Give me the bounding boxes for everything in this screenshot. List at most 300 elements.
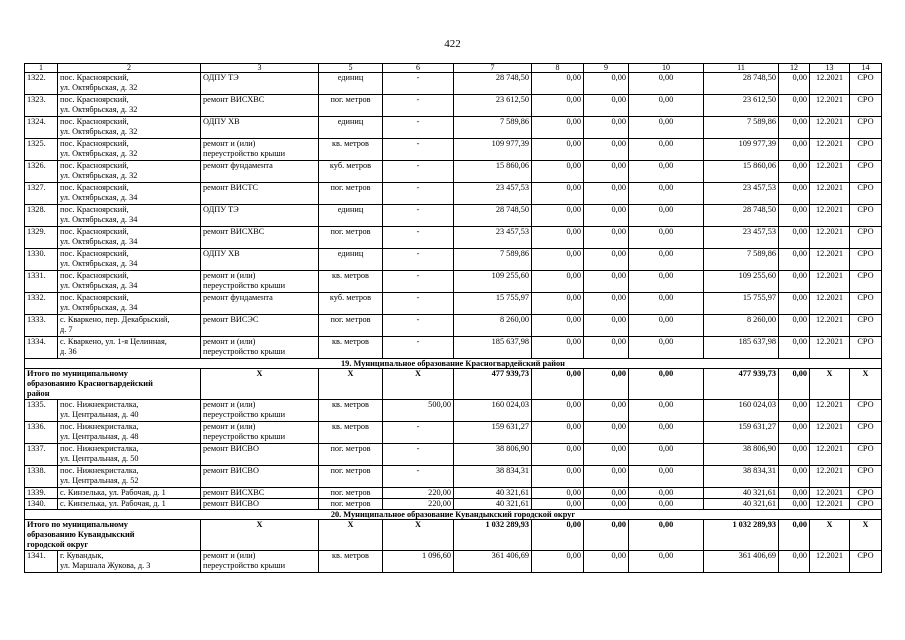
- row-number: 1330.: [25, 249, 58, 271]
- table-cell: 0,00: [629, 161, 704, 183]
- table-row: [25, 117, 882, 139]
- table-cell: ОДПУ ХВ: [201, 117, 319, 139]
- table-row: [25, 466, 882, 488]
- table-row: [25, 249, 882, 271]
- table-cell: -: [383, 95, 454, 117]
- table-cell: 0,00: [584, 249, 629, 271]
- subtotal-cell: 0,00: [629, 520, 704, 551]
- table-cell: 28 748,50: [704, 73, 779, 95]
- column-number-cell: 7: [454, 64, 532, 73]
- column-number-cell: 5: [319, 64, 383, 73]
- table-row: [25, 139, 882, 161]
- table-cell: пог. метров: [319, 227, 383, 249]
- subtotal-cell: 0,00: [779, 369, 810, 400]
- row-number: 1338.: [25, 466, 58, 488]
- table-cell: кв. метров: [319, 271, 383, 293]
- table-cell: 38 834,31: [704, 466, 779, 488]
- table-cell: 0,00: [584, 293, 629, 315]
- table-cell: 0,00: [532, 337, 584, 359]
- table-cell: ремонт ВИСХВС: [201, 95, 319, 117]
- table-cell: -: [383, 315, 454, 337]
- table-cell: ремонт ВИСВО: [201, 466, 319, 488]
- row-number: 1326.: [25, 161, 58, 183]
- subtotal-cell: 0,00: [532, 369, 584, 400]
- subtotal-label: Итого по муниципальному образованию Красногвардейский район: [25, 369, 201, 400]
- table-row: [25, 400, 882, 422]
- subtotal-cell: 477 939,73: [704, 369, 779, 400]
- table-cell: 0,00: [779, 183, 810, 205]
- table-cell: 0,00: [532, 249, 584, 271]
- column-number-cell: 3: [201, 64, 319, 73]
- table-cell: куб. метров: [319, 293, 383, 315]
- row-number: 1341.: [25, 551, 58, 573]
- subtotal-row: [25, 369, 882, 400]
- table-cell: 0,00: [779, 337, 810, 359]
- table-cell: 0,00: [629, 400, 704, 422]
- table-cell: ремонт ВИСЭС: [201, 315, 319, 337]
- table-cell: 0,00: [779, 205, 810, 227]
- table-cell: 0,00: [532, 499, 584, 510]
- table-row: [25, 499, 882, 510]
- subtotal-cell: 0,00: [629, 369, 704, 400]
- table-cell: пог. метров: [319, 315, 383, 337]
- table-cell: 0,00: [629, 183, 704, 205]
- table-cell: 159 631,27: [704, 422, 779, 444]
- table-cell: пос. Красноярский, ул. Октябрьская, д. 34: [58, 293, 201, 315]
- table-cell: кв. метров: [319, 400, 383, 422]
- table-cell: 0,00: [629, 205, 704, 227]
- table-cell: пог. метров: [319, 466, 383, 488]
- table-cell: ремонт ВИСВО: [201, 444, 319, 466]
- table-cell: 12.2021: [810, 315, 850, 337]
- subtotal-cell: 1 032 289,93: [704, 520, 779, 551]
- column-number-cell: 14: [850, 64, 882, 73]
- table-cell: -: [383, 422, 454, 444]
- subtotal-row: [25, 520, 882, 551]
- table-cell: 12.2021: [810, 95, 850, 117]
- table-cell: 38 806,90: [704, 444, 779, 466]
- table-cell: пос. Красноярский, ул. Октябрьская, д. 34: [58, 205, 201, 227]
- table-cell: 0,00: [584, 444, 629, 466]
- row-number: 1325.: [25, 139, 58, 161]
- table-cell: 12.2021: [810, 466, 850, 488]
- subtotal-cell: 477 939,73: [454, 369, 532, 400]
- table-cell: 12.2021: [810, 205, 850, 227]
- table-cell: 0,00: [629, 551, 704, 573]
- table-cell: 500,00: [383, 400, 454, 422]
- table-cell: 0,00: [629, 271, 704, 293]
- table-cell: 0,00: [532, 466, 584, 488]
- row-number: 1322.: [25, 73, 58, 95]
- table-cell: 0,00: [629, 499, 704, 510]
- table-cell: ремонт ВИСВО: [201, 499, 319, 510]
- table-cell: 0,00: [629, 315, 704, 337]
- table-cell: 0,00: [629, 444, 704, 466]
- table-cell: 12.2021: [810, 337, 850, 359]
- table-cell: пос. Красноярский, ул. Октябрьская, д. 34: [58, 183, 201, 205]
- table-row: [25, 551, 882, 573]
- row-number: 1336.: [25, 422, 58, 444]
- row-number: 1323.: [25, 95, 58, 117]
- table-row: [25, 205, 882, 227]
- table-cell: 0,00: [532, 444, 584, 466]
- table-cell: 0,00: [532, 271, 584, 293]
- table-cell: 15 860,06: [454, 161, 532, 183]
- table-cell: 7 589,86: [704, 249, 779, 271]
- table-cell: 0,00: [779, 422, 810, 444]
- table-cell: кв. метров: [319, 422, 383, 444]
- table-cell: 0,00: [584, 183, 629, 205]
- table-cell: 0,00: [532, 161, 584, 183]
- table-cell: СРО: [850, 139, 882, 161]
- table-cell: 0,00: [629, 249, 704, 271]
- table-cell: ремонт и (или) переустройство крыши: [201, 337, 319, 359]
- table-row: [25, 488, 882, 499]
- table-cell: 0,00: [779, 161, 810, 183]
- table-cell: 0,00: [779, 466, 810, 488]
- table-cell: -: [383, 73, 454, 95]
- row-number: 1328.: [25, 205, 58, 227]
- table-cell: 220,00: [383, 488, 454, 499]
- table-row: [25, 73, 882, 95]
- table-cell: 12.2021: [810, 73, 850, 95]
- table-cell: 12.2021: [810, 422, 850, 444]
- capital-repair-register-table: [24, 63, 882, 573]
- table-cell: 28 748,50: [454, 205, 532, 227]
- subtotal-cell: X: [319, 520, 383, 551]
- table-row: [25, 422, 882, 444]
- table-cell: 0,00: [532, 293, 584, 315]
- table-cell: ремонт и (или) переустройство крыши: [201, 551, 319, 573]
- table-cell: -: [383, 444, 454, 466]
- table-cell: ОДПУ ТЭ: [201, 73, 319, 95]
- table-cell: 0,00: [779, 271, 810, 293]
- table-row: [25, 337, 882, 359]
- table-cell: 23 457,53: [704, 183, 779, 205]
- table-cell: СРО: [850, 315, 882, 337]
- table-cell: 0,00: [584, 205, 629, 227]
- table-cell: ОДПУ ТЭ: [201, 205, 319, 227]
- table-cell: СРО: [850, 161, 882, 183]
- row-number: 1340.: [25, 499, 58, 510]
- table-cell: СРО: [850, 499, 882, 510]
- table-cell: единиц: [319, 73, 383, 95]
- table-cell: СРО: [850, 400, 882, 422]
- table-cell: ОДПУ ХВ: [201, 249, 319, 271]
- table-cell: СРО: [850, 271, 882, 293]
- table-cell: 0,00: [532, 551, 584, 573]
- table-cell: СРО: [850, 444, 882, 466]
- table-row: [25, 183, 882, 205]
- table-cell: СРО: [850, 488, 882, 499]
- table-cell: пос. Нижнекристалка, ул. Центральная, д. 52: [58, 466, 201, 488]
- table-cell: 109 255,60: [454, 271, 532, 293]
- row-number: 1339.: [25, 488, 58, 499]
- column-number-cell: 1: [25, 64, 58, 73]
- table-cell: 40 321,61: [454, 499, 532, 510]
- table-cell: 0,00: [779, 293, 810, 315]
- table-cell: 12.2021: [810, 551, 850, 573]
- table-cell: 38 806,90: [454, 444, 532, 466]
- table-cell: 8 260,00: [454, 315, 532, 337]
- table-cell: 0,00: [629, 293, 704, 315]
- table-cell: 0,00: [779, 551, 810, 573]
- table-cell: 12.2021: [810, 161, 850, 183]
- table-cell: 12.2021: [810, 293, 850, 315]
- table-cell: 0,00: [584, 315, 629, 337]
- table-cell: 12.2021: [810, 139, 850, 161]
- table-cell: 23 457,53: [704, 227, 779, 249]
- subtotal-cell: X: [201, 520, 319, 551]
- table-cell: 12.2021: [810, 117, 850, 139]
- table-cell: 23 457,53: [454, 183, 532, 205]
- table-cell: 15 860,06: [704, 161, 779, 183]
- table-cell: 12.2021: [810, 227, 850, 249]
- table-cell: СРО: [850, 293, 882, 315]
- subtotal-cell: X: [850, 369, 882, 400]
- row-number: 1331.: [25, 271, 58, 293]
- table-cell: 12.2021: [810, 499, 850, 510]
- section-heading: 20. Муниципальное образование Кувандыкский городской округ: [25, 510, 882, 520]
- table-cell: 15 755,97: [454, 293, 532, 315]
- table-cell: 185 637,98: [704, 337, 779, 359]
- table-cell: 40 321,61: [704, 499, 779, 510]
- table-cell: 0,00: [779, 249, 810, 271]
- table-cell: 0,00: [629, 227, 704, 249]
- table-cell: 0,00: [584, 161, 629, 183]
- subtotal-cell: X: [319, 369, 383, 400]
- table-cell: кв. метров: [319, 337, 383, 359]
- table-cell: 23 612,50: [704, 95, 779, 117]
- table-cell: пос. Красноярский, ул. Октябрьская, д. 34: [58, 227, 201, 249]
- table-cell: 7 589,86: [454, 117, 532, 139]
- table-cell: 0,00: [584, 95, 629, 117]
- table-cell: 0,00: [629, 488, 704, 499]
- table-cell: куб. метров: [319, 161, 383, 183]
- table-row: [25, 293, 882, 315]
- table-cell: 0,00: [532, 315, 584, 337]
- subtotal-cell: 0,00: [584, 520, 629, 551]
- table-cell: СРО: [850, 227, 882, 249]
- table-cell: СРО: [850, 422, 882, 444]
- table-cell: -: [383, 139, 454, 161]
- table-cell: 0,00: [584, 227, 629, 249]
- table-cell: 0,00: [779, 499, 810, 510]
- table-cell: СРО: [850, 183, 882, 205]
- table-cell: пос. Нижнекристалка, ул. Центральная, д. 40: [58, 400, 201, 422]
- table-cell: 0,00: [532, 227, 584, 249]
- section-heading-row: [25, 359, 882, 369]
- subtotal-cell: X: [810, 369, 850, 400]
- table-cell: -: [383, 337, 454, 359]
- table-cell: 12.2021: [810, 271, 850, 293]
- table-row: [25, 271, 882, 293]
- table-cell: пос. Красноярский, ул. Октябрьская, д. 32: [58, 139, 201, 161]
- table-cell: СРО: [850, 73, 882, 95]
- table-cell: 40 321,61: [454, 488, 532, 499]
- table-cell: ремонт ВИСХВС: [201, 488, 319, 499]
- table-cell: 0,00: [779, 400, 810, 422]
- table-cell: -: [383, 161, 454, 183]
- table-cell: 0,00: [584, 551, 629, 573]
- table-cell: 1 096,60: [383, 551, 454, 573]
- table-cell: 0,00: [629, 422, 704, 444]
- table-cell: пог. метров: [319, 95, 383, 117]
- table-cell: ремонт фундамента: [201, 293, 319, 315]
- section-heading: 19. Муниципальное образование Красногвардейский район: [25, 359, 882, 369]
- table-cell: 0,00: [779, 139, 810, 161]
- subtotal-cell: 0,00: [779, 520, 810, 551]
- table-cell: 0,00: [584, 400, 629, 422]
- table-cell: 109 977,39: [704, 139, 779, 161]
- table-cell: 15 755,97: [704, 293, 779, 315]
- table-cell: 28 748,50: [704, 205, 779, 227]
- column-number-cell: 12: [779, 64, 810, 73]
- table-cell: 0,00: [779, 444, 810, 466]
- table-cell: 23 612,50: [454, 95, 532, 117]
- table-cell: с. Кваркено, пер. Декабрьский, д. 7: [58, 315, 201, 337]
- table-cell: пос. Нижнекристалка, ул. Центральная, д. 48: [58, 422, 201, 444]
- page-number: 422: [444, 38, 461, 50]
- table-cell: 0,00: [779, 73, 810, 95]
- table-cell: 12.2021: [810, 444, 850, 466]
- table-cell: 0,00: [532, 73, 584, 95]
- table-cell: СРО: [850, 117, 882, 139]
- table-cell: единиц: [319, 117, 383, 139]
- table-cell: СРО: [850, 249, 882, 271]
- table-cell: 159 631,27: [454, 422, 532, 444]
- table-cell: -: [383, 117, 454, 139]
- table-cell: г. Кувандык, ул. Маршала Жукова, д. 3: [58, 551, 201, 573]
- row-number: 1334.: [25, 337, 58, 359]
- table-cell: 109 977,39: [454, 139, 532, 161]
- table-cell: ремонт и (или) переустройство крыши: [201, 271, 319, 293]
- table-cell: 0,00: [584, 422, 629, 444]
- subtotal-cell: X: [850, 520, 882, 551]
- table-cell: 160 024,03: [454, 400, 532, 422]
- table-cell: 0,00: [532, 205, 584, 227]
- table-cell: 0,00: [779, 95, 810, 117]
- table-cell: 0,00: [532, 400, 584, 422]
- table-row: [25, 227, 882, 249]
- table-cell: 109 255,60: [704, 271, 779, 293]
- table-cell: с. Кинзелька, ул. Рабочая, д. 1: [58, 488, 201, 499]
- table-cell: 0,00: [779, 315, 810, 337]
- table-cell: -: [383, 205, 454, 227]
- table-cell: 28 748,50: [454, 73, 532, 95]
- table-cell: 0,00: [532, 183, 584, 205]
- table-cell: 0,00: [629, 337, 704, 359]
- row-number: 1337.: [25, 444, 58, 466]
- table-cell: 38 834,31: [454, 466, 532, 488]
- table-cell: 361 406,69: [454, 551, 532, 573]
- subtotal-cell: 0,00: [584, 369, 629, 400]
- table-cell: 0,00: [584, 337, 629, 359]
- table-cell: СРО: [850, 95, 882, 117]
- table-cell: с. Кинзелька, ул. Рабочая, д. 1: [58, 499, 201, 510]
- table-cell: пос. Красноярский, ул. Октябрьская, д. 32: [58, 73, 201, 95]
- table-cell: ремонт фундамента: [201, 161, 319, 183]
- column-number-cell: 11: [704, 64, 779, 73]
- table-cell: ремонт и (или) переустройство крыши: [201, 400, 319, 422]
- table-cell: с. Кваркено, ул. 1-я Целинная, д. 36: [58, 337, 201, 359]
- table-cell: ремонт и (или) переустройство крыши: [201, 139, 319, 161]
- column-number-cell: 9: [584, 64, 629, 73]
- subtotal-cell: X: [383, 520, 454, 551]
- table-cell: кв. метров: [319, 139, 383, 161]
- table-cell: пос. Красноярский, ул. Октябрьская, д. 32: [58, 161, 201, 183]
- table-cell: -: [383, 271, 454, 293]
- table-cell: пог. метров: [319, 183, 383, 205]
- table-cell: 12.2021: [810, 400, 850, 422]
- table-cell: -: [383, 293, 454, 315]
- column-number-cell: 2: [58, 64, 201, 73]
- table-cell: ремонт ВИСТС: [201, 183, 319, 205]
- table-cell: 12.2021: [810, 488, 850, 499]
- column-number-cell: 6: [383, 64, 454, 73]
- table-cell: единиц: [319, 249, 383, 271]
- table-cell: 0,00: [532, 422, 584, 444]
- table-row: [25, 161, 882, 183]
- table-cell: СРО: [850, 337, 882, 359]
- subtotal-cell: 0,00: [532, 520, 584, 551]
- table-cell: СРО: [850, 466, 882, 488]
- table-cell: 0,00: [532, 139, 584, 161]
- subtotal-cell: 1 032 289,93: [454, 520, 532, 551]
- table-cell: 0,00: [629, 117, 704, 139]
- table-cell: 0,00: [532, 488, 584, 499]
- table-cell: 160 024,03: [704, 400, 779, 422]
- table-cell: 0,00: [629, 73, 704, 95]
- column-number-cell: 10: [629, 64, 704, 73]
- table-cell: 0,00: [779, 117, 810, 139]
- table-cell: 40 321,61: [704, 488, 779, 499]
- table-cell: пог. метров: [319, 444, 383, 466]
- section-heading-row: [25, 510, 882, 520]
- table-cell: 7 589,86: [704, 117, 779, 139]
- row-number: 1324.: [25, 117, 58, 139]
- subtotal-label: Итого по муниципальному образованию Кувандыкский городской округ: [25, 520, 201, 551]
- table-cell: пог. метров: [319, 499, 383, 510]
- table-cell: 0,00: [629, 466, 704, 488]
- table-cell: 0,00: [779, 488, 810, 499]
- table-cell: 0,00: [584, 488, 629, 499]
- column-number-row: [25, 64, 882, 73]
- table-cell: -: [383, 183, 454, 205]
- table-cell: пос. Красноярский, ул. Октябрьская, д. 34: [58, 249, 201, 271]
- table-cell: пог. метров: [319, 488, 383, 499]
- table-cell: -: [383, 227, 454, 249]
- table-cell: пос. Красноярский, ул. Октябрьская, д. 32: [58, 95, 201, 117]
- table-cell: 185 637,98: [454, 337, 532, 359]
- table-cell: ремонт ВИСХВС: [201, 227, 319, 249]
- subtotal-cell: X: [810, 520, 850, 551]
- table-row: [25, 444, 882, 466]
- table-cell: 7 589,86: [454, 249, 532, 271]
- table-cell: кв. метров: [319, 551, 383, 573]
- column-number-cell: 8: [532, 64, 584, 73]
- table-cell: -: [383, 249, 454, 271]
- table-cell: 220,00: [383, 499, 454, 510]
- table-cell: 0,00: [584, 117, 629, 139]
- table-cell: 0,00: [584, 139, 629, 161]
- table-cell: 0,00: [779, 227, 810, 249]
- table-cell: -: [383, 466, 454, 488]
- table-cell: 8 260,00: [704, 315, 779, 337]
- table-row: [25, 95, 882, 117]
- table-cell: СРО: [850, 205, 882, 227]
- table-cell: ремонт и (или) переустройство крыши: [201, 422, 319, 444]
